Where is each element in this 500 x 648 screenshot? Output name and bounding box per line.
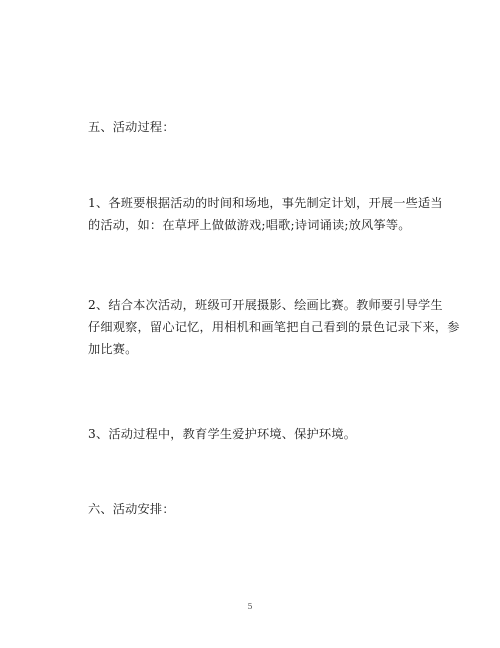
paragraph-item-3 [88,423,418,445]
paragraph-line: 的活动，如：在草坪上做做游戏;唱歌;诗词诵读;放风筝等。 [88,218,411,232]
paragraph-line: 2、结合本次活动，班级可开展摄影、绘画比赛。教师要引导学生 [88,298,443,312]
paragraph-line: 仔细观察，留心记忆，用相机和画笔把自己看到的景色记录下来，参 [88,320,460,334]
heading-line: 六、活动安排： [88,502,175,516]
paragraph-line: 1、各班要根据活动的时间和场地，事先制定计划，开展一些适当 [88,196,443,210]
paragraph-item-2 [88,294,460,360]
section-heading-arrangement [88,498,418,520]
paragraph-line: 加比赛。 [88,342,138,356]
paragraph-item-1 [88,192,443,236]
paragraph-line: 3、活动过程中，教育学生爱护环境、保护环境。 [88,427,357,441]
page-number: 5 [247,602,253,611]
section-heading-process [88,116,418,138]
heading-line: 五、活动过程： [88,120,175,134]
